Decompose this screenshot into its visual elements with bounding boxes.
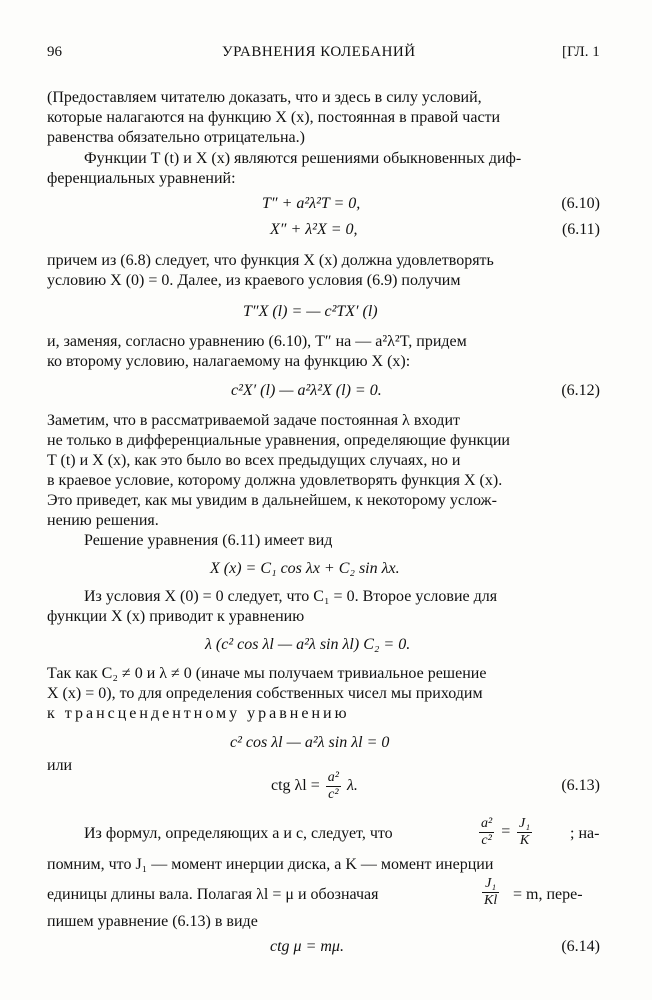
- text-line: нению решения.: [47, 512, 159, 529]
- denominator: c²: [328, 786, 339, 802]
- numerator: J₁: [482, 876, 499, 893]
- equation-6-11: X″ + λ²X = 0,: [270, 221, 358, 238]
- text-line: условию X (0) = 0. Далее, из краевого условия (6.9) получим: [47, 272, 461, 289]
- eq-number: (6.10): [561, 195, 600, 212]
- fraction: [482, 876, 499, 909]
- numerator: J₁: [519, 816, 531, 831]
- transcendental-equation: c² cos λl — a²λ sin λl = 0: [230, 734, 390, 751]
- text-line: X (x) = 0), то для определения собственных чисел мы приходим: [47, 685, 483, 702]
- text-line: не только в дифференциальные уравнения, определяющие функции: [47, 432, 510, 449]
- numerator: a²: [481, 816, 493, 831]
- chapter-marker: [ГЛ. 1: [562, 44, 600, 60]
- text-line: или: [47, 757, 73, 774]
- text-line: пишем уравнение (6.13) в виде: [47, 913, 258, 930]
- text-line: Из условия X (0) = 0 следует, что C₁ = 0. Второе условие для: [84, 588, 498, 605]
- condition-equation: λ (c² cos λl — a²λ sin λl) C₂ = 0.: [205, 636, 411, 653]
- text-line: ; на-: [570, 825, 600, 842]
- text-line: ко второму условию, налагаемому на функцию X (x):: [47, 353, 411, 370]
- text-line: (Предоставляем читателю доказать, что и здесь в силу условий,: [47, 89, 482, 106]
- denominator: K: [519, 833, 530, 848]
- text-line: = m, пере-: [513, 886, 583, 903]
- text-line: функции X (x) приводит к уравнению: [47, 608, 305, 625]
- numerator: a²: [327, 769, 339, 785]
- equation-6-13: [271, 766, 358, 806]
- eq-number: (6.11): [561, 221, 600, 238]
- fraction: [479, 816, 494, 849]
- text-line: единицы длины вала. Полагая λl = μ и обозначая: [47, 886, 379, 903]
- text-line: Так как C₂ ≠ 0 и λ ≠ 0 (иначе мы получаем тривиальное решение: [47, 665, 487, 682]
- eq-left: ctg λl =: [271, 777, 320, 794]
- equation-6-10: T″ + a²λ²T = 0,: [262, 195, 361, 212]
- text-line: ференциальных уравнений:: [47, 170, 236, 187]
- text-line: причем из (6.8) следует, что функция X (x) должна удовлетворять: [47, 252, 494, 269]
- denominator: c²: [481, 833, 492, 848]
- boundary-equation: T″X (l) = — c²TX′ (l): [243, 303, 378, 320]
- inline-ratio: $\frac{\text{a²}}{\text{c²}}$ = $\frac{\text{J₁}}{K}$: [481, 816, 531, 848]
- text-line: Из формул, определяющих a и c, следует, что: [84, 825, 393, 842]
- fraction: [517, 816, 532, 849]
- equation-6-14: ctg μ = mμ.: [270, 938, 344, 955]
- fraction: [326, 770, 341, 803]
- solution-equation: X (x) = C₁ cos λx + C₂ sin λx.: [210, 560, 400, 577]
- denominator: Kl: [484, 893, 498, 908]
- text-line: Это приведет, как мы увидим в дальнейшем, к некоторому услож-: [47, 492, 497, 509]
- equation-6-12: c²X′ (l) — a²λ²X (l) = 0.: [231, 382, 382, 399]
- text-line: Решение уравнения (6.11) имеет вид: [84, 532, 333, 549]
- inline-ratio: [480, 876, 501, 909]
- text-line: к трансцендентному уравнению: [47, 705, 350, 722]
- eq-number: (6.12): [561, 382, 600, 399]
- text-line: Функции T (t) и X (x) являются решениями обыкновенных диф-: [84, 150, 522, 167]
- text-line: и, заменяя, согласно уравнению (6.10), T″ на — a²λ²T, придем: [47, 333, 467, 350]
- eq-right: λ.: [346, 777, 358, 794]
- page-number: 96: [47, 44, 62, 60]
- eq-number: (6.13): [561, 777, 600, 794]
- text-line: T (t) и X (x), как это было во всех предыдущих случаях, но и: [47, 452, 461, 469]
- text-line: в краевое условие, которому должна удовлетворять функция X (x).: [47, 472, 503, 489]
- text-line: помним, что J₁ — момент инерции диска, а K — момент инерции: [47, 856, 494, 873]
- running-title: УРАВНЕНИЯ КОЛЕБАНИЙ: [222, 44, 416, 60]
- text-line: которые налагаются на функцию X (x), постоянная в правой части: [47, 109, 501, 126]
- eq-number: (6.14): [561, 938, 600, 955]
- text-line: равенства обязательно отрицательна.): [47, 129, 305, 146]
- text-line: Заметим, что в рассматриваемой задаче постоянная λ входит: [47, 412, 460, 429]
